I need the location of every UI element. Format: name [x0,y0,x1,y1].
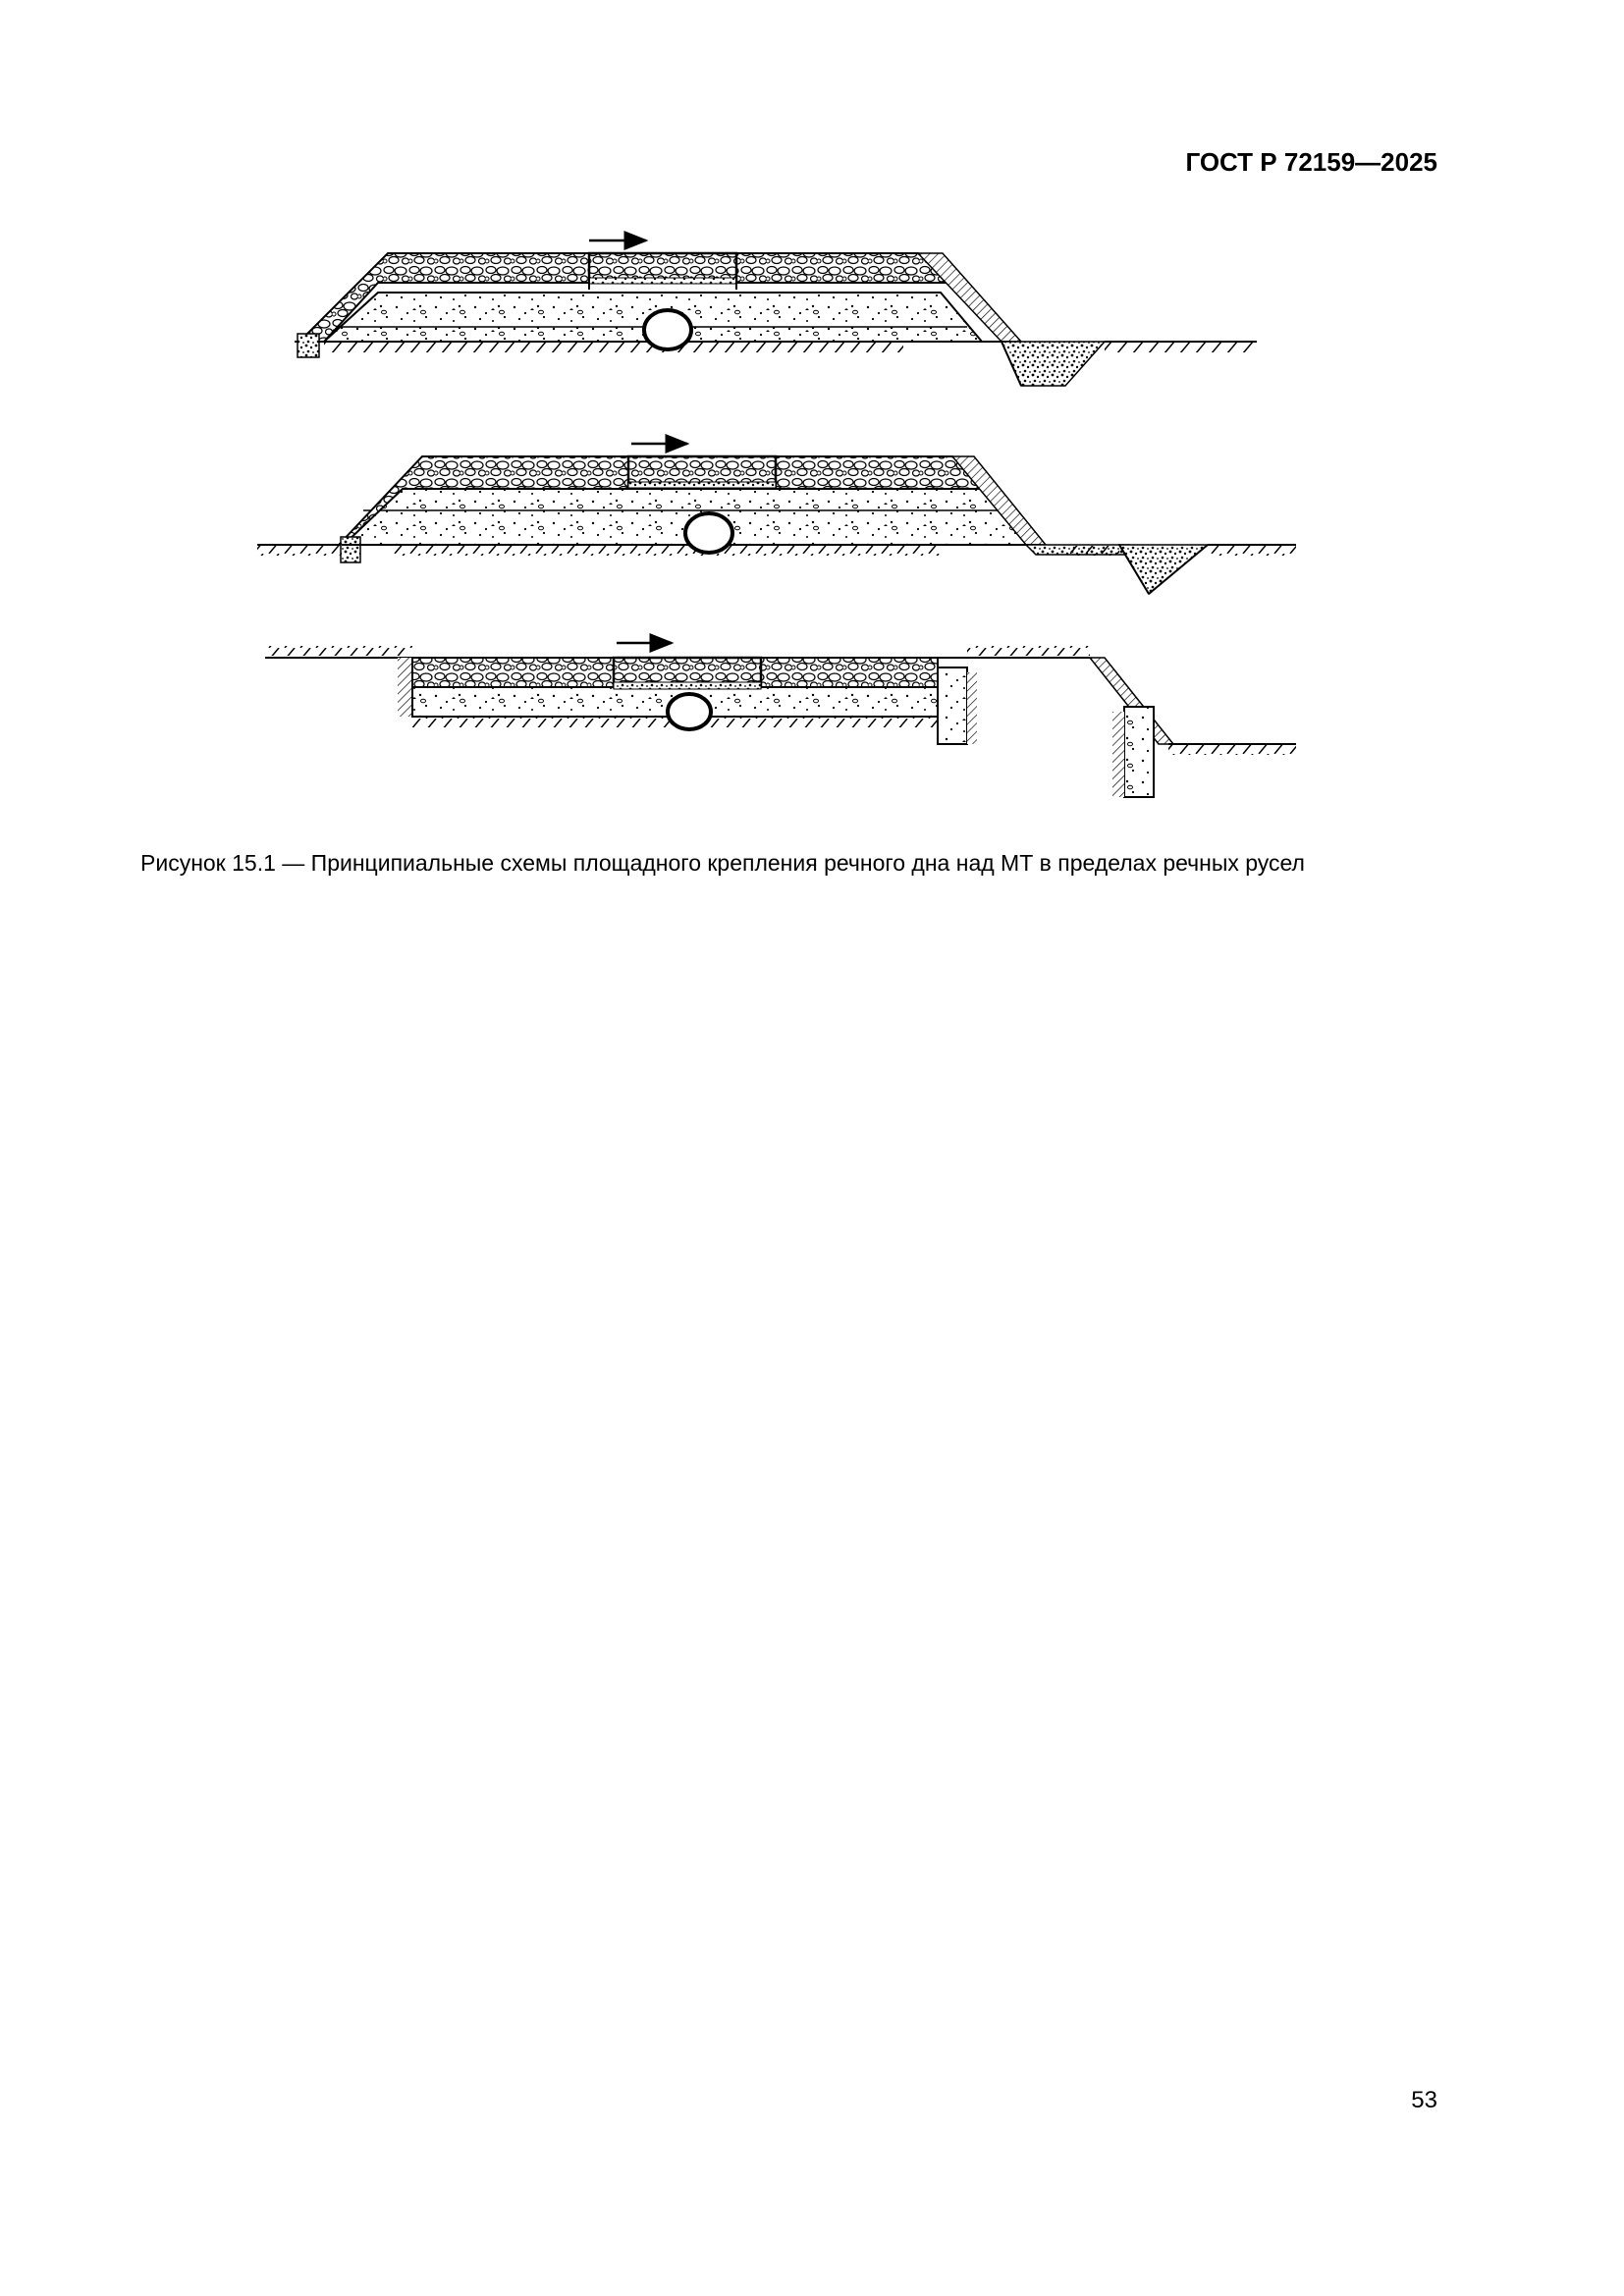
scheme-3 [265,643,1296,797]
figure-caption: Рисунок 15.1 — Принципиальные схемы площадного крепления речного дна над МТ в пределах речных русел [140,850,1305,876]
document-header: ГОСТ Р 72159—2025 [1185,147,1437,177]
figure-15-1 [0,0,1624,883]
scheme-1 [295,240,1257,386]
page-number: 53 [1411,2087,1437,2113]
scheme-2 [257,444,1296,594]
